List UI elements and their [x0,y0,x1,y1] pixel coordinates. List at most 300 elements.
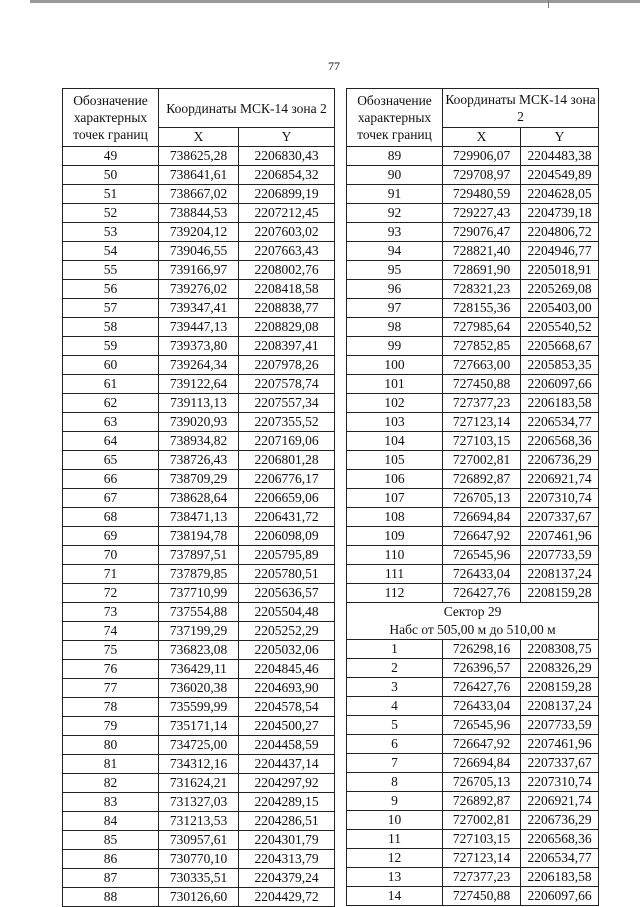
point-number-cell: 101 [347,375,443,394]
table-row [347,204,599,223]
point-number-cell: 81 [63,755,159,774]
point-number-cell: 106 [347,470,443,489]
y-coordinate-cell: 2208308,75 [521,640,599,659]
point-number-cell: 78 [63,698,159,717]
x-coordinate-cell: 739347,41 [159,299,239,318]
table-row [63,375,335,394]
table-row [347,394,599,413]
y-coordinate-cell: 2206431,72 [239,508,335,527]
x-coordinate-cell: 730126,60 [159,888,239,907]
y-coordinate-cell: 2206736,29 [521,451,599,470]
x-header: X [443,128,521,147]
x-coordinate-cell: 739020,93 [159,413,239,432]
point-number-cell: 84 [63,812,159,831]
table-row [347,811,599,830]
y-coordinate-cell: 2205668,67 [521,337,599,356]
point-number-cell: 1 [347,640,443,659]
point-number-cell: 104 [347,432,443,451]
x-coordinate-cell: 731213,53 [159,812,239,831]
point-number-cell: 111 [347,565,443,584]
point-number-cell: 60 [63,356,159,375]
table-row [63,166,335,185]
x-coordinate-cell: 727123,14 [443,413,521,432]
table-row [63,489,335,508]
point-number-cell: 100 [347,356,443,375]
y-coordinate-cell: 2205269,08 [521,280,599,299]
sector-subtitle: Набс от 505,00 м до 510,00 м [389,622,556,637]
sector-caption [347,603,599,640]
table-row [63,660,335,679]
point-number-cell: 98 [347,318,443,337]
table-row [347,546,599,565]
coordinates-header: Координаты МСК-14 зона 2 [159,89,335,128]
point-number-cell: 61 [63,375,159,394]
x-coordinate-cell: 738641,61 [159,166,239,185]
x-coordinate-cell: 739204,12 [159,223,239,242]
point-number-cell: 91 [347,185,443,204]
x-coordinate-cell: 730957,61 [159,831,239,850]
x-coordinate-cell: 726433,04 [443,565,521,584]
point-number-cell: 2 [347,659,443,678]
x-coordinate-cell: 726427,76 [443,678,521,697]
x-coordinate-cell: 734312,16 [159,755,239,774]
y-coordinate-cell: 2207337,67 [521,754,599,773]
x-coordinate-cell: 737554,88 [159,603,239,622]
y-coordinate-cell: 2204628,05 [521,185,599,204]
point-number-cell: 105 [347,451,443,470]
y-header: Y [521,128,599,147]
table-row [347,299,599,318]
y-coordinate-cell: 2207733,59 [521,546,599,565]
point-number-cell: 7 [347,754,443,773]
point-number-cell: 77 [63,679,159,698]
point-number-cell: 74 [63,622,159,641]
x-coordinate-cell: 726694,84 [443,754,521,773]
point-number-cell: 6 [347,735,443,754]
point-number-cell: 96 [347,280,443,299]
x-coordinate-cell: 726892,87 [443,792,521,811]
table-row [63,242,335,261]
y-coordinate-cell: 2206921,74 [521,792,599,811]
x-coordinate-cell: 729708,97 [443,166,521,185]
x-coordinate-cell: 739046,55 [159,242,239,261]
point-number-cell: 87 [63,869,159,888]
y-coordinate-cell: 2204301,79 [239,831,335,850]
y-coordinate-cell: 2205032,06 [239,641,335,660]
x-coordinate-cell: 727002,81 [443,811,521,830]
right-coordinates-table [346,88,599,906]
y-coordinate-cell: 2206659,06 [239,489,335,508]
table-row [347,659,599,678]
y-coordinate-cell: 2208829,08 [239,318,335,337]
y-coordinate-cell: 2204578,54 [239,698,335,717]
table-row [63,679,335,698]
point-number-cell: 70 [63,546,159,565]
x-coordinate-cell: 727377,23 [443,394,521,413]
point-number-cell: 85 [63,831,159,850]
x-coordinate-cell: 726298,16 [443,640,521,659]
point-number-cell: 72 [63,584,159,603]
table-row [347,773,599,792]
y-coordinate-cell: 2208418,58 [239,280,335,299]
table-row [347,792,599,811]
point-number-cell: 90 [347,166,443,185]
table-row [347,166,599,185]
point-number-cell: 112 [347,584,443,603]
table-row [63,888,335,907]
table-row [63,223,335,242]
table-row [347,489,599,508]
table-row [63,527,335,546]
table-row [63,432,335,451]
table-row [347,451,599,470]
table-row [63,185,335,204]
x-coordinate-cell: 735599,99 [159,698,239,717]
coordinates-header: Координаты МСК-14 зона 2 [443,89,599,128]
y-coordinate-cell: 2206097,66 [521,887,599,906]
point-number-cell: 50 [63,166,159,185]
y-coordinate-cell: 2206854,32 [239,166,335,185]
y-coordinate-cell: 2207337,67 [521,508,599,527]
y-coordinate-cell: 2204693,90 [239,679,335,698]
x-coordinate-cell: 737897,51 [159,546,239,565]
y-coordinate-cell: 2208838,77 [239,299,335,318]
point-number-cell: 83 [63,793,159,812]
table-row [63,280,335,299]
table-row [63,546,335,565]
y-coordinate-cell: 2204313,79 [239,850,335,869]
y-coordinate-cell: 2207663,43 [239,242,335,261]
table-row [347,470,599,489]
point-number-cell: 3 [347,678,443,697]
point-number-cell: 57 [63,299,159,318]
x-coordinate-cell: 726433,04 [443,697,521,716]
y-coordinate-cell: 2208326,29 [521,659,599,678]
table-row [63,261,335,280]
point-number-cell: 108 [347,508,443,527]
y-coordinate-cell: 2205403,00 [521,299,599,318]
y-coordinate-cell: 2207461,96 [521,527,599,546]
x-coordinate-cell: 727103,15 [443,830,521,849]
y-coordinate-cell: 2206921,74 [521,470,599,489]
x-coordinate-cell: 728155,36 [443,299,521,318]
x-coordinate-cell: 728691,90 [443,261,521,280]
x-coordinate-cell: 738628,64 [159,489,239,508]
table-row [347,584,599,603]
x-coordinate-cell: 727852,85 [443,337,521,356]
x-coordinate-cell: 726705,13 [443,773,521,792]
point-number-cell: 69 [63,527,159,546]
point-number-cell: 13 [347,868,443,887]
point-number-cell: 4 [347,697,443,716]
point-number-cell: 58 [63,318,159,337]
point-number-cell: 97 [347,299,443,318]
x-coordinate-cell: 739447,13 [159,318,239,337]
point-number-cell: 10 [347,811,443,830]
table-row [347,242,599,261]
point-number-cell: 71 [63,565,159,584]
y-coordinate-cell: 2207212,45 [239,204,335,223]
designation-header: Обозначение характерных точек границ [63,89,159,147]
table-row [63,717,335,736]
table-row [63,204,335,223]
x-coordinate-cell: 727123,14 [443,849,521,868]
table-row [347,375,599,394]
x-coordinate-cell: 727450,88 [443,375,521,394]
y-coordinate-cell: 2206183,58 [521,394,599,413]
x-coordinate-cell: 727377,23 [443,868,521,887]
x-coordinate-cell: 738194,78 [159,527,239,546]
x-coordinate-cell: 729906,07 [443,147,521,166]
point-number-cell: 89 [347,147,443,166]
table-row [63,508,335,527]
table-row [347,280,599,299]
table-row [63,318,335,337]
table-row [347,887,599,906]
x-coordinate-cell: 726545,96 [443,716,521,735]
x-coordinate-cell: 739113,13 [159,394,239,413]
x-coordinate-cell: 739276,02 [159,280,239,299]
table-row [63,584,335,603]
table-row [347,223,599,242]
y-coordinate-cell: 2204297,92 [239,774,335,793]
table-row [63,337,335,356]
x-coordinate-cell: 730770,10 [159,850,239,869]
table-row [347,527,599,546]
x-coordinate-cell: 726396,57 [443,659,521,678]
point-number-cell: 54 [63,242,159,261]
point-number-cell: 92 [347,204,443,223]
x-coordinate-cell: 726892,87 [443,470,521,489]
x-coordinate-cell: 738726,43 [159,451,239,470]
table-row [347,185,599,204]
point-number-cell: 66 [63,470,159,489]
x-coordinate-cell: 737710,99 [159,584,239,603]
x-header: X [159,128,239,147]
table-row [347,261,599,280]
y-coordinate-cell: 2208137,24 [521,565,599,584]
table-row [347,147,599,166]
y-coordinate-cell: 2205018,91 [521,261,599,280]
x-coordinate-cell: 736020,38 [159,679,239,698]
x-coordinate-cell: 739264,34 [159,356,239,375]
point-number-cell: 110 [347,546,443,565]
y-coordinate-cell: 2207310,74 [521,489,599,508]
sector-row [347,603,599,640]
point-number-cell: 103 [347,413,443,432]
y-coordinate-cell: 2208159,28 [521,678,599,697]
point-number-cell: 88 [63,888,159,907]
table-row [347,849,599,868]
table-row [63,812,335,831]
x-coordinate-cell: 729227,43 [443,204,521,223]
y-coordinate-cell: 2205540,52 [521,318,599,337]
table-row [63,451,335,470]
table-row [347,432,599,451]
y-coordinate-cell: 2206801,28 [239,451,335,470]
point-number-cell: 107 [347,489,443,508]
y-coordinate-cell: 2204429,72 [239,888,335,907]
y-coordinate-cell: 2206183,58 [521,868,599,887]
y-coordinate-cell: 2205252,29 [239,622,335,641]
point-number-cell: 14 [347,887,443,906]
table-row [63,755,335,774]
point-number-cell: 63 [63,413,159,432]
y-coordinate-cell: 2204286,51 [239,812,335,831]
y-coordinate-cell: 2204739,18 [521,204,599,223]
table-row [63,698,335,717]
point-number-cell: 12 [347,849,443,868]
table-row [347,565,599,584]
x-coordinate-cell: 726705,13 [443,489,521,508]
point-number-cell: 86 [63,850,159,869]
x-coordinate-cell: 735171,14 [159,717,239,736]
table-row [63,565,335,584]
scan-edge-mark [548,0,549,8]
point-number-cell: 82 [63,774,159,793]
point-number-cell: 68 [63,508,159,527]
point-number-cell: 52 [63,204,159,223]
x-coordinate-cell: 737199,29 [159,622,239,641]
point-number-cell: 102 [347,394,443,413]
y-coordinate-cell: 2207355,52 [239,413,335,432]
point-number-cell: 99 [347,337,443,356]
y-coordinate-cell: 2208159,28 [521,584,599,603]
y-coordinate-cell: 2206097,66 [521,375,599,394]
table-row [63,356,335,375]
y-coordinate-cell: 2204458,59 [239,736,335,755]
table-row [347,678,599,697]
table-row [63,470,335,489]
y-coordinate-cell: 2205853,35 [521,356,599,375]
point-number-cell: 51 [63,185,159,204]
table-row [63,299,335,318]
y-header: Y [239,128,335,147]
x-coordinate-cell: 727103,15 [443,432,521,451]
x-coordinate-cell: 728821,40 [443,242,521,261]
x-coordinate-cell: 730335,51 [159,869,239,888]
point-number-cell: 9 [347,792,443,811]
table-row [347,508,599,527]
y-coordinate-cell: 2207169,06 [239,432,335,451]
x-coordinate-cell: 731624,21 [159,774,239,793]
table-row [63,831,335,850]
x-coordinate-cell: 727450,88 [443,887,521,906]
y-coordinate-cell: 2207603,02 [239,223,335,242]
x-coordinate-cell: 739166,97 [159,261,239,280]
table-row [63,850,335,869]
point-number-cell: 5 [347,716,443,735]
point-number-cell: 64 [63,432,159,451]
point-number-cell: 93 [347,223,443,242]
table-row [347,697,599,716]
x-coordinate-cell: 727985,64 [443,318,521,337]
table-row [347,868,599,887]
x-coordinate-cell: 738625,28 [159,147,239,166]
sector-title: Сектор 29 [443,604,502,619]
point-number-cell: 62 [63,394,159,413]
y-coordinate-cell: 2206568,36 [521,432,599,451]
x-coordinate-cell: 726694,84 [443,508,521,527]
point-number-cell: 11 [347,830,443,849]
y-coordinate-cell: 2207978,26 [239,356,335,375]
point-number-cell: 65 [63,451,159,470]
x-coordinate-cell: 726427,76 [443,584,521,603]
y-coordinate-cell: 2204845,46 [239,660,335,679]
y-coordinate-cell: 2206098,09 [239,527,335,546]
point-number-cell: 76 [63,660,159,679]
table-row [63,603,335,622]
point-number-cell: 55 [63,261,159,280]
x-coordinate-cell: 727663,00 [443,356,521,375]
page-number: 77 [328,59,340,73]
y-coordinate-cell: 2207461,96 [521,735,599,754]
x-coordinate-cell: 738934,82 [159,432,239,451]
x-coordinate-cell: 734725,00 [159,736,239,755]
table-row [347,413,599,432]
point-number-cell: 94 [347,242,443,261]
y-coordinate-cell: 2206736,29 [521,811,599,830]
x-coordinate-cell: 739373,80 [159,337,239,356]
table-row [347,337,599,356]
x-coordinate-cell: 729480,59 [443,185,521,204]
x-coordinate-cell: 726647,92 [443,735,521,754]
table-row [63,413,335,432]
x-coordinate-cell: 737879,85 [159,565,239,584]
table-row [63,736,335,755]
x-coordinate-cell: 727002,81 [443,451,521,470]
table-row [347,754,599,773]
y-coordinate-cell: 2205504,48 [239,603,335,622]
y-coordinate-cell: 2208002,76 [239,261,335,280]
designation-header: Обозначение характерных точек границ [347,89,443,147]
table-row [63,622,335,641]
y-coordinate-cell: 2206830,43 [239,147,335,166]
left-coordinates-table [62,88,335,907]
y-coordinate-cell: 2204500,27 [239,717,335,736]
y-coordinate-cell: 2206534,77 [521,413,599,432]
x-coordinate-cell: 728321,23 [443,280,521,299]
point-number-cell: 67 [63,489,159,508]
y-coordinate-cell: 2205795,89 [239,546,335,565]
table-row [347,716,599,735]
x-coordinate-cell: 738667,02 [159,185,239,204]
y-coordinate-cell: 2206899,19 [239,185,335,204]
point-number-cell: 95 [347,261,443,280]
table-row [347,640,599,659]
point-number-cell: 109 [347,527,443,546]
x-coordinate-cell: 738471,13 [159,508,239,527]
point-number-cell: 59 [63,337,159,356]
y-coordinate-cell: 2207557,34 [239,394,335,413]
y-coordinate-cell: 2206776,17 [239,470,335,489]
y-coordinate-cell: 2204549,89 [521,166,599,185]
point-number-cell: 73 [63,603,159,622]
point-number-cell: 79 [63,717,159,736]
x-coordinate-cell: 736823,08 [159,641,239,660]
y-coordinate-cell: 2204946,77 [521,242,599,261]
y-coordinate-cell: 2208137,24 [521,697,599,716]
table-row [63,793,335,812]
x-coordinate-cell: 738844,53 [159,204,239,223]
point-number-cell: 80 [63,736,159,755]
table-row [63,869,335,888]
y-coordinate-cell: 2207310,74 [521,773,599,792]
point-number-cell: 8 [347,773,443,792]
y-coordinate-cell: 2204806,72 [521,223,599,242]
y-coordinate-cell: 2206534,77 [521,849,599,868]
y-coordinate-cell: 2208397,41 [239,337,335,356]
